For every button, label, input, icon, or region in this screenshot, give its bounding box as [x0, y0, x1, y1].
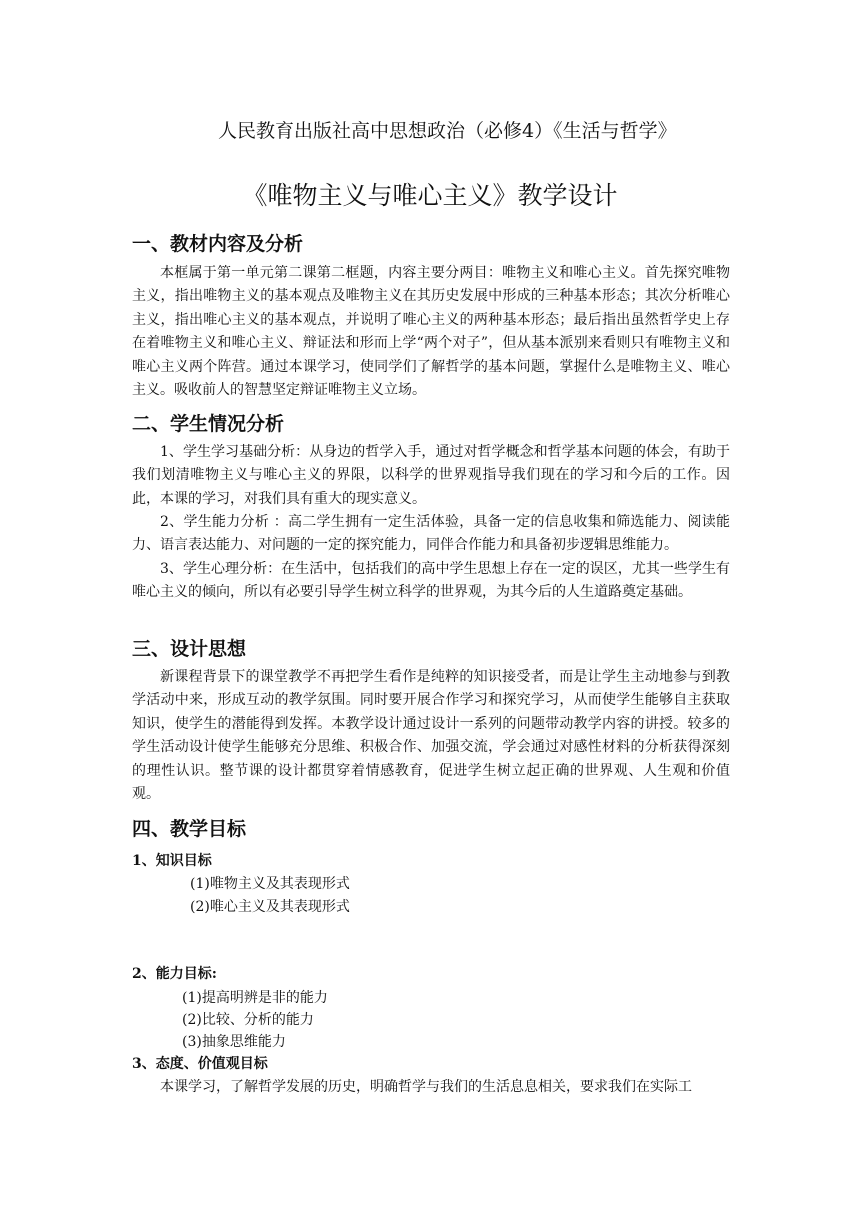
document-subtitle: 人民教育出版社高中思想政治（必修4）《生活与哲学》 — [218, 120, 677, 142]
section-2-paragraph-1: 1、学生学习基础分析：从身边的哲学入手，通过对哲学概念和哲学基本问题的体会，有助于我们划清唯物主义与唯心主义的界限，以科学的世界观指导我们现在的学习和今后的工作。因此，本课的学习，对我们具有重大的现实意义。 — [132, 444, 730, 507]
goal-item: (2)唯心主义及其表现形式 — [190, 899, 350, 915]
section-3-paragraph: 新课程背景下的课堂教学不再把学生看作是纯粹的知识接受者，而是让学生主动地参与到教学活动中来，形成互动的教学氛围。同时要开展合作学习和探究学习，从而使学生能够自主获取知识，使学生的潜能得到发挥。本教学设计通过设计一系列的问题带动教学内容的讲授。较多的学生活动设计使学生能够充分思维、积极合作、加强交流，学会通过对感性材料的分析获得深刻的理性认识。整节课的设计都贯穿着情感教育，促进学生树立起正确的世界观、人生观和价值观。 — [132, 669, 730, 803]
goal-item: (3)抽象思维能力 — [182, 1034, 286, 1050]
goal-label-attitude: 3、态度、价值观目标 — [132, 1056, 268, 1072]
goal-label-ability: 2、能力目标: — [132, 966, 217, 982]
goal-label-knowledge: 1、知识目标 — [132, 853, 212, 869]
section-2-paragraph-2: 2、学生能力分析 ：高二学生拥有一定生活体验，具备一定的信息收集和筛选能力、阅读能力、语言表达能力、对问题的一定的探究能力，同伴合作能力和具备初步逻辑思维能力。 — [132, 514, 730, 554]
section-heading-4: 四、教学目标 — [132, 818, 247, 840]
section-heading-2: 二、学生情况分析 — [132, 413, 285, 435]
goal-text-attitude: 本课学习，了解哲学发展的历史，明确哲学与我们的生活息息相关，要求我们在实际工 — [160, 1079, 692, 1095]
section-1-paragraph: 本框属于第一单元第二课第二框题，内容主要分两目：唯物主义和唯心主义。首先探究唯物主义，指出唯物主义的基本观点及唯物主义在其历史发展中形成的三种基本形态；其次分析唯心主义，指出唯心主义的基本观点，并说明了唯心主义的两种基本形态；最后指出虽然哲学史上存在着唯物主义和唯心主义、辩证法和形而上学“两个对子”，但从基本派别来看则只有唯物主义和唯心主义两个阵营。通过本课学习，使同学们了解哲学的基本问题，掌握什么是唯物主义、唯心主义。吸收前人的智慧坚定辩证唯物主义立场。 — [132, 265, 730, 399]
section-heading-3: 三、设计思想 — [132, 638, 247, 660]
goal-item: (2)比较、分析的能力 — [182, 1012, 314, 1028]
section-2-paragraph-3: 3、学生心理分析：在生活中，包括我们的高中学生思想上存在一定的误区，尤其一些学生有唯心主义的倾向，所以有必要引导学生树立科学的世界观，为其今后的人生道路奠定基础。 — [132, 561, 730, 601]
document-title: 《唯物主义与唯心主义》教学设计 — [242, 181, 618, 210]
goal-item: (1)唯物主义及其表现形式 — [190, 876, 350, 892]
section-heading-1: 一、教材内容及分析 — [132, 233, 304, 255]
goal-item: (1)提高明辨是非的能力 — [182, 990, 328, 1006]
